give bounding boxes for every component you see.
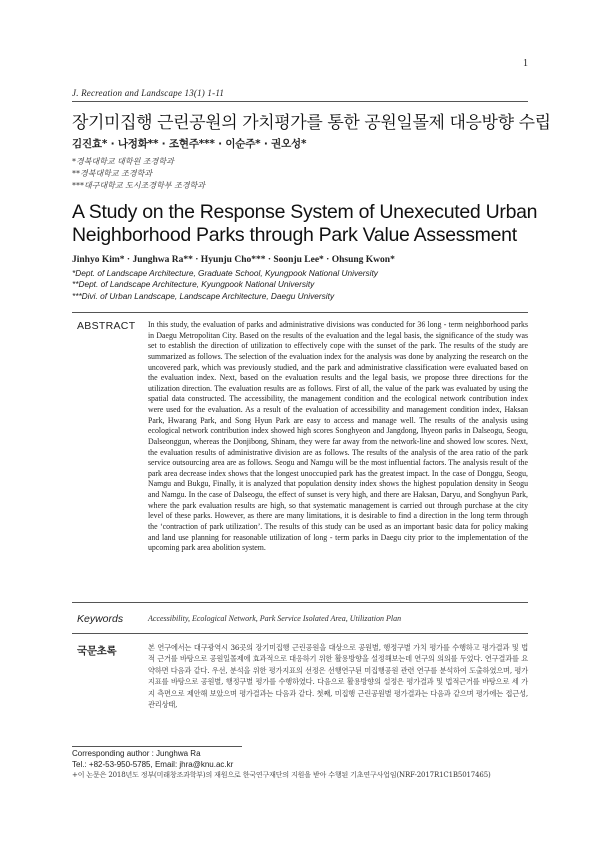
korean-authors: 김진효* · 나정화** · 조현주*** · 이순주* · 권오성* xyxy=(72,138,307,150)
funding-note: +이 논문은 2018년도 정부(미래창조과학부)의 재원으로 한국연구재단의 지원을 받아 수행된 기초연구사업임(NRF-2017R1C1B5017465) xyxy=(72,771,491,779)
english-affiliation: **Dept. of Landscape Architecture, Kyungpook National University xyxy=(72,279,315,290)
korean-affiliation: *경북대학교 대학원 조경학과 xyxy=(72,157,174,166)
page-number: 1 xyxy=(523,58,528,69)
keywords-label: Keywords xyxy=(77,613,124,625)
footnote-rule xyxy=(72,746,242,747)
english-title: A Study on the Response System of Unexecuted Urban Neighborhood Parks through Park Value Assessment xyxy=(72,201,538,246)
abstract-text: In this study, the evaluation of parks and administrative divisions was conducted for 36 long - term neighborhood parks in Daegu Metropolitan City. Based on the results of the evaluation and the legal basis, the significance of the study was set to establish the direction of utilization to effectively cope with the sunset of the park. The results of the study are summarized as follows. The selection of the evaluation index for the analysis was done by analyzing the research on the uncovered park, which was previously studied, and the park and administrative classification were evaluated based on the evaluation index. Next, based on the evaluation results and the legal basis, we propose three directions for the utilization direction. The evaluation results are as follows. First of all, the value of the park was evaluated by using the spatial data constructed. The accessibility, the management condition and the ecological network contribution index were used for the evaluation. As a result of the evaluation of accessibility and management condition index, Haksan Park, Hwarang Park, and Song Hyun Park are easy to access and manage well. The results of the analysis using ecological network contribution index showed high scores Songhyeon and Jangdong, Ihyeon parks in Dalseogu, Seogu, Dalseonggun, whereas the Donjibong, Shinam, they were far away from the network-line and showed low scores. Next, the evaluation results of administrative division are as follows. The results of the analysis of the area ratio of the park service outsourcing area are as follows. Seogu and Namgu will be the most influential factors. The analysis result of the park area decrease index shows that the longest unoccupied park has the greatest impact. In the case of Donggu, Seogu, Namgu and Bukgu, Finally, it is analyzed that population density index shows the highest population density in Seogu and Namgu. In the case of Dalseogu, the effect of sunset is very high, and there are Haksan, Daryu, and Songhyun Park, where the park evaluation results are high, so that systematic management is carried out through purchase at the city level of these parks. However, as there are many limitations, it is desirable to find a direction in the long term through the ‘contraction of park utilization’. The results of this study can be used as an important basic data for policy making and land use planning for reasonable utilization of long - term parks in Daegu city prior to the implementation of the upcoming park area abolition system. xyxy=(148,320,528,553)
english-authors: Jinhyo Kim* · Junghwa Ra** · Hyunju Cho*** · Soonju Lee* · Ohsung Kwon* xyxy=(72,255,395,265)
english-affiliation: ***Divi. of Urban Landscape, Landscape Architecture, Daegu University xyxy=(72,290,335,301)
korean-affiliations xyxy=(72,156,205,192)
korean-title: 장기미집행 근린공원의 가치평가를 통한 공원일몰제 대응방향 수립 xyxy=(72,113,551,133)
abstract-label: ABSTRACT xyxy=(77,320,136,332)
header-rule xyxy=(72,101,528,102)
abstract-top-rule xyxy=(72,312,528,313)
keywords-top-rule xyxy=(72,602,528,603)
korean-abstract-text: 본 연구에서는 대구광역시 36곳의 장기미집행 근린공원을 대상으로 공원별, 행정구별 가치 평가를 수행하고 평가결과 및 법적 근거를 바탕으로 공원일몰제에 효과적으로 대응하기 위한 활용방향을 설정해보는데 연구의 의의를 두었다. 연구결과를 요약하면 다음과 같다. 우선, 분석을 위한 평가지표의 선정은 선행연구된 미집행공원 관련 연구를 분석하여 도출하였으며, 평가지표를 바탕으로 공원별, 행정구별 평가를 수행하였다. 다음으로 활용방향의 설정은 평가결과 및 법적근거를 바탕으로 세 가지 측면으로 제안해 보았으며 평가결과는 다음과 같다. 첫째, 미집행 근린공원별 평가결과는 다음과 같으며 평가에는 접근성, 관리상태, xyxy=(148,643,528,710)
corresponding-contact: Tel.: +82-53-950-5785, Email: jhra@knu.ac.kr xyxy=(72,760,234,769)
korean-abstract-label: 국문초록 xyxy=(77,645,117,657)
correspondence xyxy=(72,748,233,770)
keywords-text: Accessibility, Ecological Network, Park Service Isolated Area, Utilization Plan xyxy=(148,614,402,623)
korean-affiliation: ***대구대학교 도시조경학부 조경학과 xyxy=(72,181,206,190)
english-affiliations xyxy=(72,268,378,302)
english-affiliation: *Dept. of Landscape Architecture, Graduate School, Kyungpook National University xyxy=(72,268,378,278)
keywords-bottom-rule xyxy=(72,633,528,634)
corresponding-author: Corresponding author : Junghwa Ra xyxy=(72,749,201,758)
korean-affiliation: **경북대학교 조경학과 xyxy=(72,169,153,178)
journal-citation: J. Recreation and Landscape 13(1) 1-11 xyxy=(72,88,225,98)
